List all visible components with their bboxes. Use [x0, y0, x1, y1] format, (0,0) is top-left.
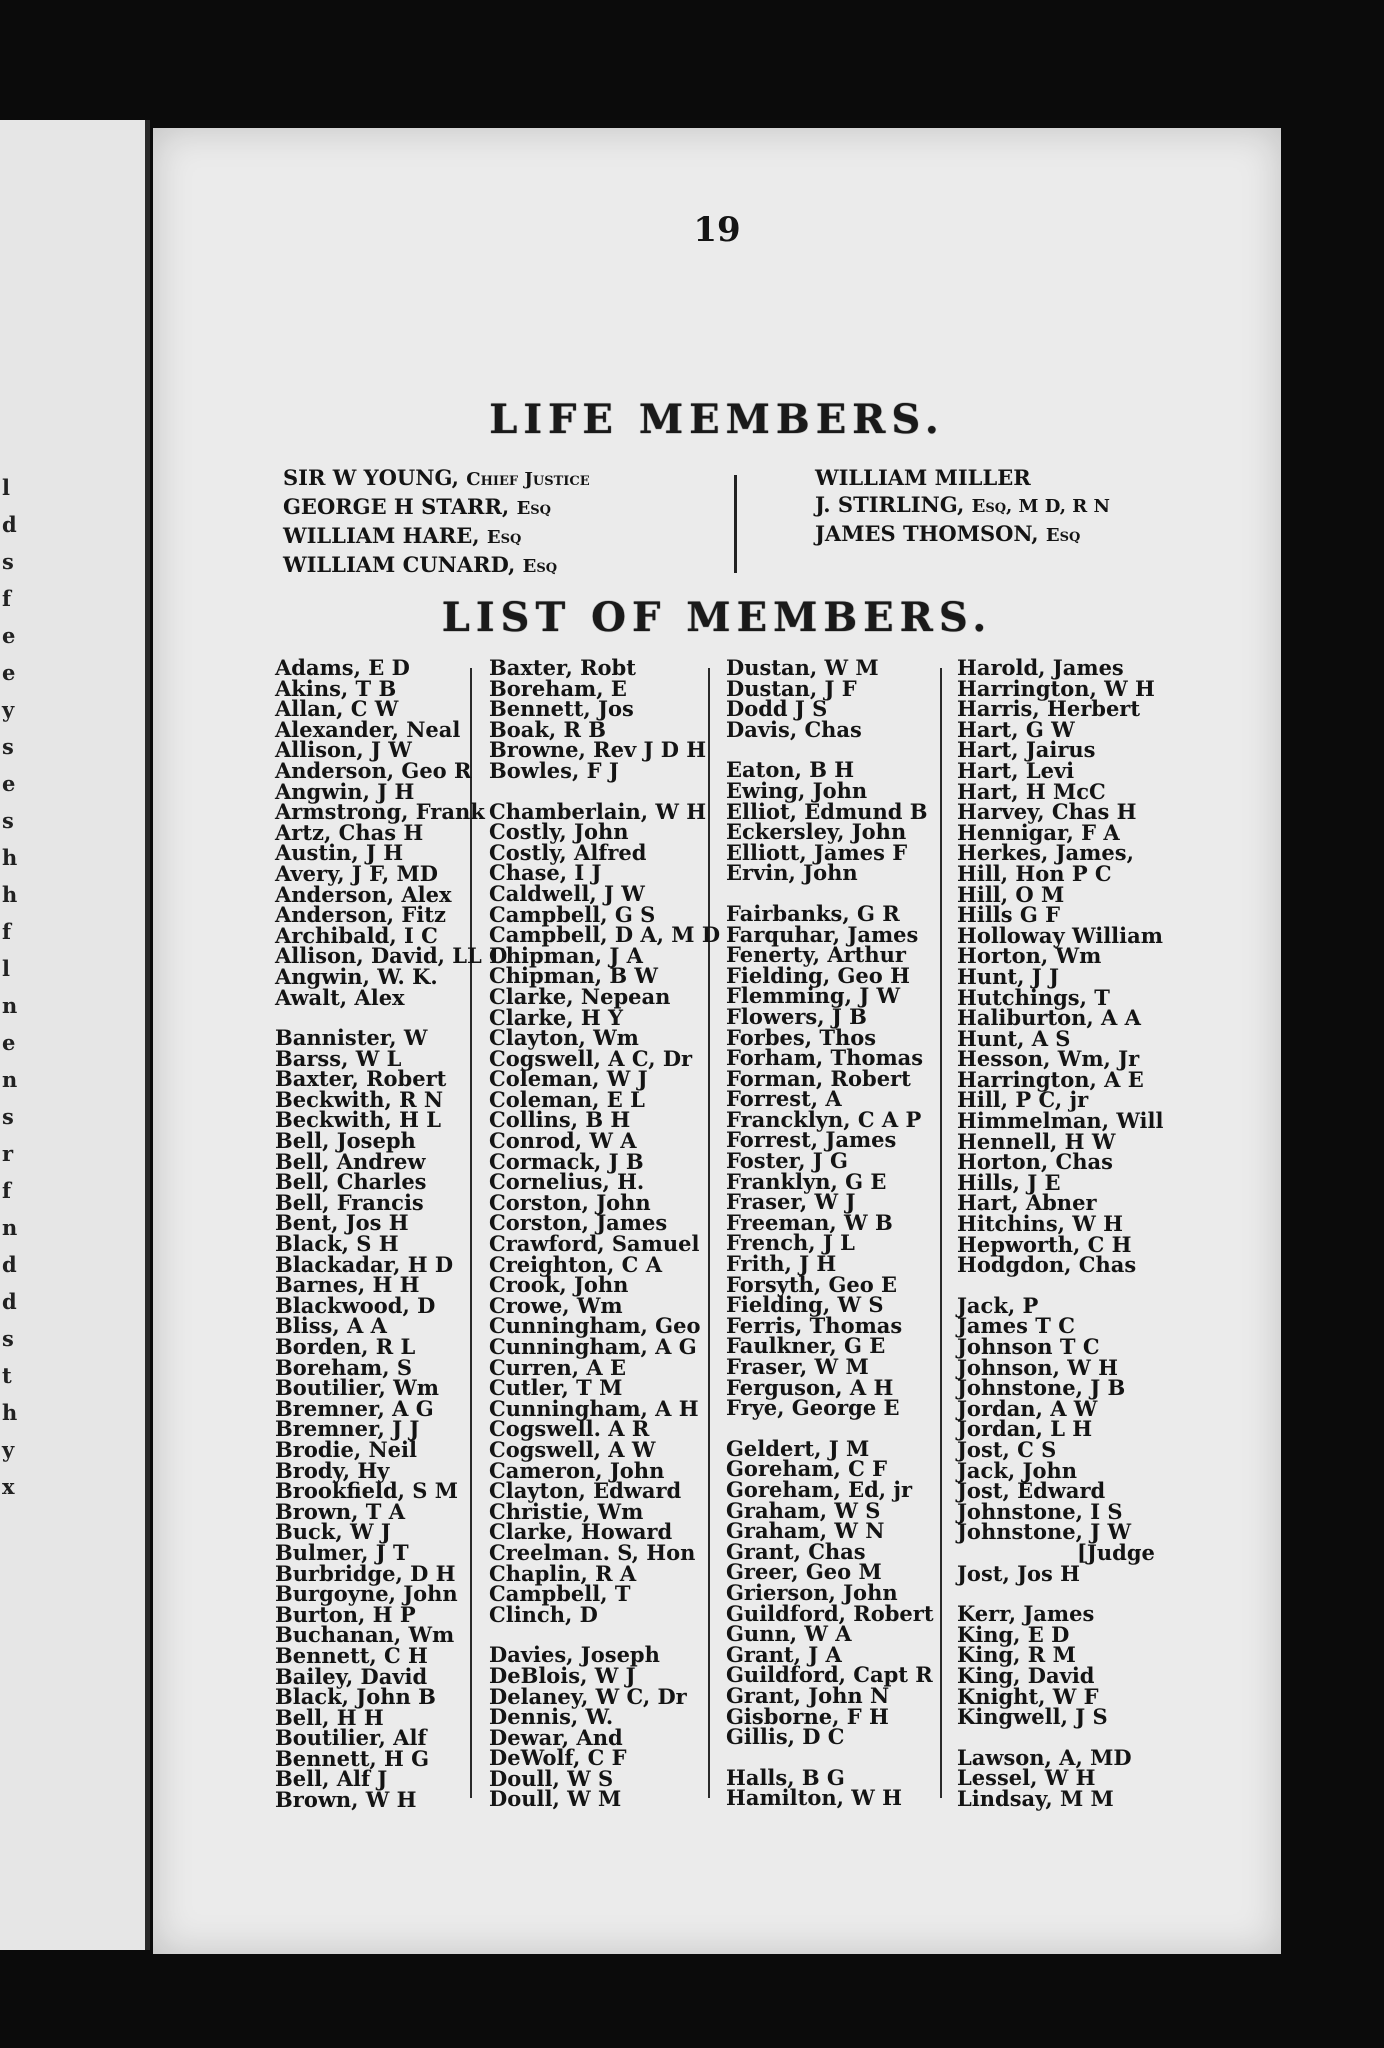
member-entry: Avery, J F, MD — [275, 860, 439, 886]
life-member-name: WILLIAM HARE, — [283, 523, 480, 548]
life-member-entry — [815, 464, 1110, 491]
member-entry: Fraser, W J — [726, 1189, 856, 1215]
member-entry: Greer, Geo M — [726, 1559, 882, 1585]
life-member-name: WILLIAM CUNARD, — [283, 552, 516, 577]
member-entry: Forman, Robert — [726, 1065, 911, 1091]
member-entry: Chipman, B W — [489, 963, 659, 989]
member-entry: Bailey, David — [275, 1663, 428, 1689]
member-entry: Geldert, J M — [726, 1435, 870, 1461]
member-entry: Collins, B H — [489, 1107, 631, 1133]
member-entry: Creighton, C A — [489, 1251, 662, 1277]
member-entry: Artz, Chas H — [275, 819, 424, 845]
member-entry: Hunt, J J — [957, 963, 1059, 989]
member-entry: Guildford, Robert — [726, 1600, 934, 1626]
member-entry: Brody, Hy — [275, 1457, 390, 1483]
document-page — [153, 128, 1281, 1954]
member-entry: Eckersley, John — [726, 819, 907, 845]
member-entry: Boreham, E — [489, 675, 627, 701]
adjacent-page-text-fragment: x — [2, 1474, 15, 1499]
member-entry: Angwin, J H — [275, 778, 415, 804]
member-entry: Cutler, T M — [489, 1375, 623, 1401]
page-number: 19 — [693, 210, 741, 250]
member-entry: Crawford, Samuel — [489, 1231, 700, 1257]
member-entry: Fenerty, Arthur — [726, 942, 906, 968]
life-member-title: Esq, M D, R N — [971, 496, 1110, 517]
member-entry: Beckwith, R N — [275, 1086, 444, 1112]
member-entry: Austin, J H — [275, 840, 404, 866]
member-entry: Bennett, H G — [275, 1745, 430, 1771]
member-entry: Faulkner, G E — [726, 1333, 886, 1359]
member-entry: Doull, W M — [489, 1786, 622, 1812]
member-entry: Kerr, James — [957, 1601, 1095, 1627]
adjacent-page-text-fragment: l — [2, 475, 10, 500]
member-entry: Bell, Joseph — [275, 1128, 416, 1154]
member-entry: Bennett, Jos — [489, 696, 634, 722]
member-entry: Blackadar, H D — [275, 1251, 454, 1277]
member-entry: Johnson, W H — [957, 1354, 1118, 1380]
member-entry: Fielding, Geo H — [726, 962, 910, 988]
adjacent-page-text-fragment: t — [2, 1363, 12, 1388]
member-entry: Dodd J S — [726, 696, 828, 722]
life-member-title: Esq — [522, 556, 558, 577]
member-entry: Hill, Hon P C — [957, 860, 1112, 886]
member-entry: Bennett, C H — [275, 1642, 428, 1668]
member-entry: Bowles, F J — [489, 757, 619, 783]
member-entry: Archibald, I C — [275, 922, 438, 948]
member-entry: Elliot, Edmund B — [726, 798, 928, 824]
member-entry: Cunningham, A G — [489, 1334, 697, 1359]
members-column-1 — [275, 655, 508, 1813]
member-entry: Blackwood, D — [275, 1292, 436, 1318]
member-entry: Allison, J W — [275, 737, 412, 763]
adjacent-page-text-fragment: n — [2, 993, 18, 1018]
member-entry: Forsyth, Geo E — [726, 1271, 898, 1297]
member-entry: DeWolf, C F — [489, 1745, 627, 1771]
adjacent-page-text-fragment: s — [2, 808, 14, 833]
member-entry: Bremner, A G — [275, 1395, 434, 1421]
member-entry: Dustan, J F — [726, 675, 857, 701]
member-entry: Crook, John — [489, 1272, 629, 1298]
member-entry: Ferguson, A H — [726, 1374, 894, 1400]
member-entry: Gisborne, F H — [726, 1703, 889, 1729]
adjacent-page-text-fragment: l — [2, 956, 10, 981]
member-entry: Hill, P C, jr — [957, 1087, 1089, 1113]
member-entry: Ferris, Thomas — [726, 1312, 903, 1338]
member-entry: Buchanan, Wm — [275, 1622, 455, 1648]
member-entry: Dennis, W. — [489, 1704, 614, 1730]
member-entry: Anderson, Alex — [275, 881, 452, 907]
member-entry: Lindsay, M M — [957, 1785, 1114, 1811]
adjacent-page-text-fragment: s — [2, 1104, 14, 1129]
life-member-entry — [283, 522, 590, 551]
member-entry: Johnstone, J W — [957, 1519, 1132, 1545]
member-entry: Baxter, Robt — [489, 655, 636, 680]
member-entry: Graham, W N — [726, 1518, 885, 1544]
life-member-name: WILLIAM MILLER — [815, 465, 1031, 490]
member-entry: Foster, J G — [726, 1148, 848, 1174]
member-entry: Forrest, A — [726, 1086, 842, 1112]
member-entry: Knight, W F — [957, 1683, 1099, 1709]
member-entry: Halls, B G — [726, 1764, 845, 1790]
members-column-4 — [957, 655, 1164, 1811]
life-member-entry — [283, 551, 590, 580]
member-entry: Burgoyne, John — [275, 1581, 458, 1607]
member-entry: Clarke, Howard — [489, 1519, 673, 1545]
member-entry: Boreham, S — [275, 1354, 413, 1380]
list-of-members-heading: LIST OF MEMBERS. — [441, 594, 993, 641]
member-entry: Campbell, D A, M D — [489, 922, 721, 948]
member-entry: Jordan, L H — [957, 1416, 1093, 1442]
member-entry: Davies, Joseph — [489, 1642, 660, 1668]
member-entry: Grant, Chas — [726, 1538, 866, 1564]
member-entry: Costly, John — [489, 819, 629, 845]
member-entry: Hesson, Wm, Jr — [957, 1046, 1140, 1072]
member-entry: Brown, T A — [275, 1498, 406, 1524]
adjacent-page-text-fragment: s — [2, 1326, 14, 1351]
life-member-name: GEORGE H STARR, — [283, 494, 510, 519]
member-entry: Jost, Jos H — [957, 1560, 1081, 1586]
member-entry: Adams, E D — [275, 655, 410, 680]
member-entry: Doull, W S — [489, 1765, 614, 1791]
member-entry: Hitchins, W H — [957, 1211, 1124, 1237]
member-entry: Barss, W L — [275, 1045, 402, 1071]
adjacent-page-text-fragment: h — [2, 845, 18, 870]
life-members-right-list — [815, 464, 1110, 549]
member-entry: Cogswell. A R — [489, 1416, 650, 1442]
member-entry: Corston, James — [489, 1210, 668, 1236]
member-entry: Flemming, J W — [726, 983, 901, 1009]
member-entry: Herkes, James, — [957, 840, 1134, 866]
member-entry: Browne, Rev J D H — [489, 737, 707, 763]
member-entry: Harris, Herbert — [957, 696, 1141, 722]
members-column-3 — [726, 655, 934, 1811]
member-entry: Goreham, C F — [726, 1456, 888, 1482]
member-entry: James T C — [957, 1313, 1075, 1339]
member-entry: Hills, J E — [957, 1169, 1061, 1195]
adjacent-page-text-fragment: s — [2, 549, 14, 574]
member-entry: Bent, Jos H — [275, 1210, 409, 1236]
adjacent-page-text-fragment: f — [2, 919, 12, 944]
member-entry: Harrington, A E — [957, 1066, 1144, 1092]
member-entry: Eaton, B H — [726, 757, 855, 783]
member-entry: Johnstone, I S — [957, 1498, 1123, 1524]
member-entry: Boutilier, Alf — [275, 1725, 427, 1751]
member-entry: Cameron, John — [489, 1457, 665, 1483]
member-entry: Cogswell, A C, Dr — [489, 1045, 693, 1071]
member-entry: Delaney, W C, Dr — [489, 1683, 687, 1709]
member-entry: Beckwith, H L — [275, 1107, 442, 1133]
member-entry: Dustan, W M — [726, 655, 879, 680]
member-entry: Anderson, Geo R — [275, 757, 472, 783]
member-entry: Bell, Francis — [275, 1189, 424, 1215]
life-member-entry — [283, 493, 590, 522]
member-entry: Costly, Alfred — [489, 839, 647, 865]
adjacent-page-text-fragment: e — [2, 623, 16, 648]
member-entry: Creelman. S, Hon — [489, 1539, 696, 1565]
member-entry: Crowe, Wm — [489, 1292, 623, 1318]
adjacent-page-text-fragment: e — [2, 1030, 16, 1055]
member-entry: Chamberlain, W H — [489, 798, 707, 824]
member-entry: Anderson, Fitz — [275, 902, 446, 928]
member-entry: Lawson, A, MD — [957, 1744, 1132, 1770]
adjacent-page-text-fragment: e — [2, 771, 16, 796]
member-entry: Angwin, W. K. — [275, 963, 438, 989]
member-entry: [Judge — [1077, 1539, 1155, 1565]
member-entry: Himmelman, Will — [957, 1108, 1164, 1134]
adjacent-page-text-fragment: e — [2, 660, 16, 685]
members-column-2 — [489, 655, 721, 1812]
member-entry: Hennell, H W — [957, 1128, 1116, 1154]
adjacent-page-text-fragment: n — [2, 1215, 18, 1240]
member-entry: Black, John B — [275, 1684, 436, 1710]
member-entry: Chase, I J — [489, 860, 602, 886]
member-entry: Clinch, D — [489, 1601, 598, 1627]
member-entry: Boutilier, Wm — [275, 1375, 439, 1401]
member-entry: Gillis, D C — [726, 1724, 845, 1750]
member-entry: Cormack, J B — [489, 1148, 644, 1174]
member-entry: Graham, W S — [726, 1497, 881, 1523]
member-entry: Hunt, A S — [957, 1025, 1071, 1051]
member-entry: Bulmer, J T — [275, 1539, 409, 1565]
member-entry: Hart, Jairus — [957, 737, 1096, 763]
member-entry: Hart, H McC — [957, 778, 1106, 804]
member-entry: Johnstone, J B — [957, 1375, 1126, 1401]
member-entry: Coleman, W J — [489, 1066, 648, 1092]
member-entry: Allison, David, LL D — [275, 943, 508, 969]
member-entry: King, R M — [957, 1642, 1076, 1668]
adjacent-page-text-fragment: f — [2, 586, 12, 611]
member-entry: Ewing, John — [726, 777, 868, 803]
member-entry: Harold, James — [957, 655, 1124, 680]
member-entry: Dewar, And — [489, 1724, 623, 1750]
member-entry: Harvey, Chas H — [957, 799, 1137, 825]
member-entry: Hutchings, T — [957, 984, 1110, 1010]
member-entry: Jost, Edward — [957, 1478, 1106, 1504]
life-member-name: SIR W YOUNG, — [283, 465, 459, 490]
member-entry: Goreham, Ed, jr — [726, 1476, 913, 1502]
adjacent-page-text-fragment: r — [2, 1141, 14, 1166]
member-entry: Jack, John — [957, 1457, 1077, 1483]
member-entry: Elliott, James F — [726, 839, 908, 865]
member-entry: Davis, Chas — [726, 716, 862, 742]
member-entry: Frith, J H — [726, 1251, 837, 1277]
member-entry: Bell, Charles — [275, 1169, 427, 1195]
member-entry: Haliburton, A A — [957, 1005, 1141, 1031]
member-entry: Burbridge, D H — [275, 1560, 456, 1586]
life-member-entry — [815, 491, 1110, 520]
member-entry: Borden, R L — [275, 1334, 416, 1359]
adjacent-page-text-fragment: d — [2, 512, 17, 537]
member-entry: Gunn, W A — [726, 1621, 852, 1647]
life-member-entry — [815, 520, 1110, 549]
member-entry: Bliss, A A — [275, 1313, 387, 1339]
member-entry: Bell, H H — [275, 1704, 384, 1730]
member-entry: Horton, Chas — [957, 1149, 1113, 1175]
life-member-title: Esq — [1045, 525, 1081, 546]
member-entry: Forrest, James — [726, 1127, 897, 1153]
adjacent-page-text-fragment: d — [2, 1252, 17, 1277]
member-entry: Burton, H P — [275, 1601, 416, 1627]
member-entry: Armstrong, Frank — [275, 799, 485, 825]
adjacent-page-text-fragment: n — [2, 1067, 18, 1092]
member-entry: Hennigar, F A — [957, 819, 1120, 845]
member-entry: Hepworth, C H — [957, 1231, 1132, 1257]
member-entry: Black, S H — [275, 1231, 399, 1257]
member-entry: Jost, C S — [957, 1436, 1057, 1462]
member-entry: Holloway William — [957, 922, 1163, 948]
member-entry: Horton, Wm — [957, 943, 1102, 969]
member-entry: Corston, John — [489, 1189, 651, 1215]
life-member-title: Esq — [486, 527, 522, 548]
member-entry: King, E D — [957, 1621, 1070, 1647]
life-members-left-list — [283, 464, 590, 580]
member-entry: Boak, R B — [489, 716, 607, 742]
member-entry: Christie, Wm — [489, 1498, 644, 1524]
member-entry: Bremner, J J — [275, 1416, 420, 1442]
member-entry: Clarke, Nepean — [489, 983, 671, 1009]
adjacent-page-text-fragment: h — [2, 882, 18, 907]
member-entry: Francklyn, C A P — [726, 1106, 922, 1132]
member-entry: Caldwell, J W — [489, 880, 645, 906]
member-entry: King, David — [957, 1662, 1095, 1688]
member-entry: Forham, Thomas — [726, 1045, 924, 1071]
member-entry: Hill, O M — [957, 881, 1065, 907]
life-member-title: Esq — [516, 498, 551, 519]
member-entry: Hills G F — [957, 902, 1061, 928]
member-entry: Awalt, Alex — [275, 984, 405, 1010]
member-entry: Brodie, Neil — [275, 1436, 417, 1462]
member-entry: Akins, T B — [275, 675, 397, 701]
member-entry: Flowers, J B — [726, 1003, 867, 1029]
member-entry: Bannister, W — [275, 1025, 428, 1051]
member-entry: French, J L — [726, 1230, 855, 1256]
member-entry: Brown, W H — [275, 1787, 417, 1813]
member-entry: Forbes, Thos — [726, 1024, 877, 1050]
life-member-name: J. STIRLING, — [815, 492, 965, 517]
member-entry: Franklyn, G E — [726, 1168, 887, 1194]
member-entry: Fielding, W S — [726, 1292, 884, 1318]
adjacent-page-text-fragment: s — [2, 734, 14, 759]
member-entry: Freeman, W B — [726, 1209, 893, 1235]
member-entry: Cornelius, H. — [489, 1169, 645, 1195]
member-entry: Allan, C W — [275, 696, 399, 722]
member-entry: Grant, John N — [726, 1682, 890, 1708]
member-entry: Kingwell, J S — [957, 1704, 1108, 1730]
member-entry: Baxter, Robert — [275, 1066, 447, 1092]
member-entry: Hart, Levi — [957, 757, 1075, 783]
adjacent-page-text-fragment: y — [2, 1437, 15, 1462]
member-entry: Curren, A E — [489, 1354, 626, 1380]
member-entry: Cogswell, A W — [489, 1436, 656, 1462]
member-entry: Frye, George E — [726, 1395, 900, 1421]
member-entry: Bell, Alf J — [275, 1766, 388, 1792]
adjacent-page-text-fragment: d — [2, 1289, 17, 1314]
life-member-entry — [283, 464, 590, 493]
member-entry: Campbell, G S — [489, 901, 656, 927]
member-entry: Jack, P — [957, 1292, 1039, 1318]
life-members-divider — [734, 475, 737, 573]
member-entry: Brookfield, S M — [275, 1478, 459, 1504]
member-entry: Hart, G W — [957, 716, 1075, 742]
member-entry: Ervin, John — [726, 860, 858, 886]
member-entry: Buck, W J — [275, 1519, 391, 1545]
member-entry: DeBlois, W J — [489, 1662, 636, 1688]
member-entry: Chipman, J A — [489, 942, 643, 968]
member-entry: Hamilton, W H — [726, 1785, 902, 1811]
member-entry: Fraser, W M — [726, 1354, 869, 1379]
member-entry: Clarke, H Y — [489, 1004, 624, 1030]
member-entry: Johnson T C — [957, 1334, 1100, 1359]
member-entry: Grierson, John — [726, 1579, 898, 1605]
member-entry: Fairbanks, G R — [726, 900, 900, 926]
adjacent-page-edge — [0, 120, 150, 1950]
member-entry: Coleman, E L — [489, 1086, 645, 1112]
member-entry: Conrod, W A — [489, 1128, 637, 1154]
member-entry: Cunningham, A H — [489, 1395, 699, 1421]
member-entry: Chaplin, R A — [489, 1560, 637, 1586]
member-entry: Guildford, Capt R — [726, 1662, 933, 1688]
adjacent-page-text-fragment: h — [2, 1400, 18, 1425]
member-entry: Cunningham, Geo — [489, 1313, 701, 1339]
member-entry: Hodgdon, Chas — [957, 1252, 1137, 1278]
adjacent-page-text-fragment: y — [2, 697, 15, 722]
member-entry: Harrington, W H — [957, 675, 1155, 701]
member-entry: Jordan, A W — [957, 1395, 1098, 1421]
member-entry: Grant, J A — [726, 1641, 842, 1667]
member-entry: Alexander, Neal — [275, 716, 461, 742]
life-members-heading: LIFE MEMBERS. — [489, 396, 945, 443]
adjacent-page-text-fragment: f — [2, 1178, 12, 1203]
member-entry: Farquhar, James — [726, 921, 919, 947]
member-entry: Hart, Abner — [957, 1190, 1097, 1216]
member-entry: Clayton, Wm — [489, 1025, 639, 1051]
member-entry: Barnes, H H — [275, 1272, 420, 1298]
column-divider — [940, 668, 942, 1798]
life-member-name: JAMES THOMSON, — [815, 521, 1039, 546]
member-entry: Lessel, W H — [957, 1765, 1096, 1791]
member-entry: Bell, Andrew — [275, 1148, 426, 1174]
member-entry: Campbell, T — [489, 1581, 631, 1607]
life-member-title: Chief Justice — [466, 469, 590, 490]
member-entry: Clayton, Edward — [489, 1478, 682, 1504]
